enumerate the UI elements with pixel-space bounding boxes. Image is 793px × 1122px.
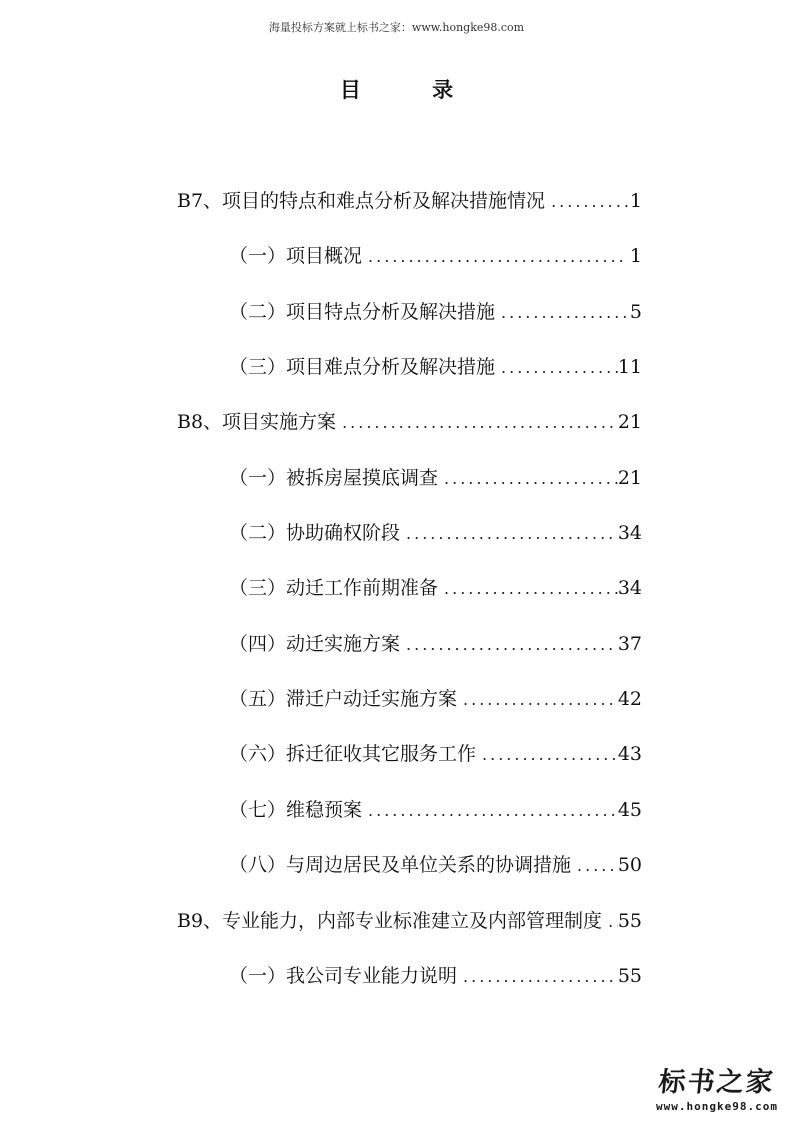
toc-entry-text: （二）协助确权阶段 bbox=[229, 522, 401, 544]
toc-page-number: 50 bbox=[617, 854, 642, 876]
toc-page-number: 45 bbox=[617, 799, 642, 821]
page-header: 海量投标方案就上标书之家：www.hongke98.com bbox=[268, 21, 525, 34]
toc-page-number: 5 bbox=[629, 301, 642, 323]
toc-leader-dots bbox=[602, 907, 618, 937]
toc-entry-b8-7[interactable] bbox=[229, 795, 642, 825]
toc-entry-b8[interactable] bbox=[177, 407, 642, 437]
toc-page-number: 42 bbox=[617, 688, 642, 710]
toc-entry-b8-2[interactable] bbox=[229, 518, 642, 548]
toc-leader-dots bbox=[476, 740, 618, 770]
toc-entry-b8-1[interactable] bbox=[229, 463, 642, 493]
toc-page-number: 11 bbox=[617, 356, 642, 378]
page-title: 目 录 bbox=[339, 78, 486, 102]
toc-page-number: 37 bbox=[617, 633, 642, 655]
toc-leader-dots bbox=[336, 408, 618, 438]
toc-entry-text: （七）维稳预案 bbox=[229, 799, 363, 821]
toc-leader-dots bbox=[438, 574, 618, 604]
toc-entry-b9[interactable] bbox=[177, 906, 642, 936]
toc-leader-dots bbox=[400, 630, 618, 660]
toc-entry-b7-2[interactable] bbox=[229, 297, 642, 327]
watermark-logo bbox=[651, 1060, 783, 1116]
toc-entry-text: B8、项目实施方案 bbox=[177, 411, 337, 433]
toc-page-number: 21 bbox=[617, 467, 642, 489]
toc-entry-b7-1[interactable] bbox=[229, 241, 642, 271]
toc-entry-b7[interactable] bbox=[177, 186, 642, 216]
toc-leader-dots bbox=[457, 685, 618, 715]
toc-page-number: 43 bbox=[617, 743, 642, 765]
toc-entry-text: （二）项目特点分析及解决措施 bbox=[229, 301, 496, 323]
toc-leader-dots bbox=[457, 962, 618, 992]
toc-entry-text: （四）动迁实施方案 bbox=[229, 633, 401, 655]
toc-entry-text: （五）滞迁户动迁实施方案 bbox=[229, 688, 458, 710]
toc-entry-text: B7、项目的特点和难点分析及解决措施情况 bbox=[177, 190, 546, 212]
toc-entry-b7-3[interactable] bbox=[229, 352, 642, 382]
toc-entry-b8-5[interactable] bbox=[229, 684, 642, 714]
toc-page-number: 34 bbox=[617, 522, 642, 544]
logo-url: www.hongke98.com bbox=[656, 1100, 778, 1113]
toc-leader-dots bbox=[571, 851, 618, 881]
logo-title: 标书之家 bbox=[657, 1067, 777, 1098]
toc-entry-b8-3[interactable] bbox=[229, 573, 642, 603]
toc-entry-text: （六）拆迁征收其它服务工作 bbox=[229, 743, 477, 765]
toc-entry-text: B9、专业能力，内部专业标准建立及内部管理制度 bbox=[177, 910, 603, 932]
toc-leader-dots bbox=[495, 298, 628, 328]
toc-entry-b8-6[interactable] bbox=[229, 739, 642, 769]
toc-entry-b9-1[interactable] bbox=[229, 961, 642, 991]
toc-page-number: 1 bbox=[629, 245, 642, 267]
toc-entry-text: （一）被拆房屋摸底调查 bbox=[229, 467, 439, 489]
toc-leader-dots bbox=[545, 187, 628, 217]
toc-entry-text: （一）项目概况 bbox=[229, 245, 363, 267]
toc-entry-text: （三）动迁工作前期准备 bbox=[229, 577, 439, 599]
toc-entry-b8-4[interactable] bbox=[229, 629, 642, 659]
toc-leader-dots bbox=[438, 464, 618, 494]
toc-leader-dots bbox=[495, 353, 618, 383]
toc-entry-b8-8[interactable] bbox=[229, 850, 642, 880]
toc-leader-dots bbox=[362, 796, 618, 826]
toc-page-number: 55 bbox=[617, 910, 642, 932]
toc-leader-dots bbox=[362, 242, 628, 272]
toc-entry-text: （一）我公司专业能力说明 bbox=[229, 965, 458, 987]
toc-page-number: 34 bbox=[617, 577, 642, 599]
toc-page-number: 1 bbox=[629, 190, 642, 212]
toc-page-number: 55 bbox=[617, 965, 642, 987]
toc-page-number: 21 bbox=[617, 411, 642, 433]
toc-entry-text: （八）与周边居民及单位关系的协调措施 bbox=[229, 854, 572, 876]
toc-leader-dots bbox=[400, 519, 618, 549]
toc-entry-text: （三）项目难点分析及解决措施 bbox=[229, 356, 496, 378]
